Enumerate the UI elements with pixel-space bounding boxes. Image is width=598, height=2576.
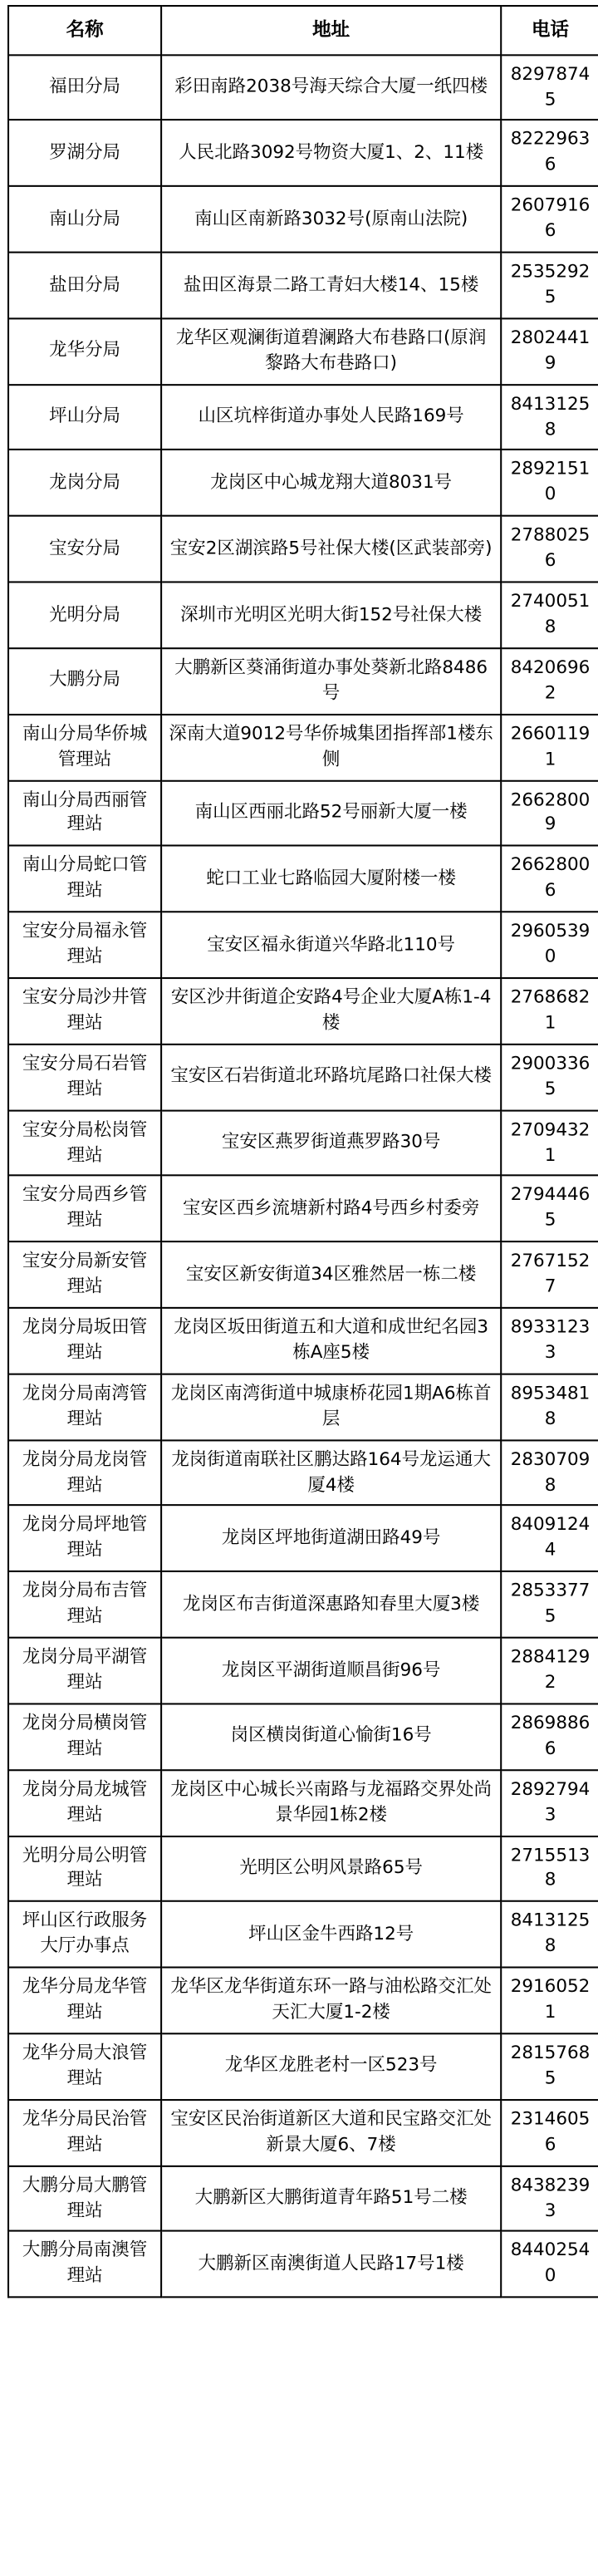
- cell-office-phone: 26601191: [501, 714, 598, 779]
- cell-office-phone: 27686821: [501, 978, 598, 1044]
- cell-office-phone: 28698866: [501, 1703, 598, 1769]
- cell-office-phone: 29160521: [501, 1968, 598, 2033]
- table-row: [8, 780, 598, 846]
- cell-office-name: 宝安分局沙井管理站: [8, 978, 161, 1044]
- table-row: [8, 912, 598, 978]
- cell-office-address: 大鹏新区葵涌街道办事处葵新北路8486号: [161, 648, 501, 714]
- cell-office-phone: 89534818: [501, 1374, 598, 1439]
- cell-office-address: 深南大道9012号华侨城集团指挥部1楼东侧: [161, 714, 501, 779]
- cell-office-phone: 28927943: [501, 1770, 598, 1836]
- table-row: [8, 1506, 598, 1571]
- table-row: [8, 978, 598, 1044]
- cell-office-name: 福田分局: [8, 55, 161, 120]
- table-row: [8, 1836, 598, 1901]
- cell-office-phone: 27155138: [501, 1836, 598, 1901]
- cell-office-address: 南山区南新路3032号(原南山法院): [161, 186, 501, 252]
- cell-office-name: 宝安分局福永管理站: [8, 912, 161, 978]
- cell-office-phone: 84402540: [501, 2231, 598, 2297]
- cell-office-address: 南山区西丽北路52号丽新大厦一楼: [161, 780, 501, 846]
- cell-office-phone: 27880256: [501, 516, 598, 582]
- cell-office-address: 彩田南路2038号海天综合大厦一纸四楼: [161, 55, 501, 120]
- table-row: [8, 1242, 598, 1308]
- cell-office-phone: 82229636: [501, 120, 598, 186]
- cell-office-address: 宝安区民治街道新区大道和民宝路交汇处新景大厦6、7楼: [161, 2100, 501, 2166]
- table-row: [8, 2100, 598, 2166]
- cell-office-address: 龙华区龙华街道东环一路与油松路交汇处天汇大厦1-2楼: [161, 1968, 501, 2033]
- cell-office-address: 宝安区石岩街道北环路坑尾路口社保大楼: [161, 1044, 501, 1109]
- cell-office-phone: 27671527: [501, 1242, 598, 1308]
- cell-office-phone: 28024419: [501, 318, 598, 384]
- table-scale-wrapper: [7, 5, 598, 2287]
- cell-office-phone: 23146056: [501, 2100, 598, 2166]
- cell-office-phone: 84131258: [501, 1901, 598, 1967]
- cell-office-phone: 89331233: [501, 1308, 598, 1374]
- table-row: [8, 120, 598, 186]
- table-row: [8, 2166, 598, 2231]
- cell-office-name: 宝安分局松岗管理站: [8, 1110, 161, 1176]
- table-row: [8, 1176, 598, 1241]
- table-row: [8, 1308, 598, 1374]
- table-row: [8, 318, 598, 384]
- cell-office-address: 龙岗区布吉街道深惠路知春里大厦3楼: [161, 1572, 501, 1638]
- cell-office-name: 南山分局西丽管理站: [8, 780, 161, 846]
- cell-office-name: 宝安分局西乡管理站: [8, 1176, 161, 1241]
- cell-office-phone: 29003365: [501, 1044, 598, 1109]
- cell-office-name: 龙华分局龙华管理站: [8, 1968, 161, 2033]
- cell-office-name: 龙岗分局平湖管理站: [8, 1638, 161, 1703]
- table-body: [8, 55, 598, 2298]
- cell-office-phone: 27094321: [501, 1110, 598, 1176]
- table-row: [8, 1968, 598, 2033]
- column-header-name: 名称: [8, 6, 161, 55]
- cell-office-phone: 84382393: [501, 2166, 598, 2231]
- cell-office-address: 宝安区燕罗街道燕罗路30号: [161, 1110, 501, 1176]
- cell-office-name: 宝安分局石岩管理站: [8, 1044, 161, 1109]
- cell-office-address: 龙岗区坂田街道五和大道和成世纪名园3栋A座5楼: [161, 1308, 501, 1374]
- table-row: [8, 2231, 598, 2297]
- cell-office-address: 深圳市光明区光明大街152号社保大楼: [161, 583, 501, 648]
- cell-office-address: 宝安区福永街道兴华路北110号: [161, 912, 501, 978]
- cell-office-address: 蛇口工业七路临园大厦附楼一楼: [161, 846, 501, 912]
- table-row: [8, 55, 598, 120]
- table-row: [8, 1703, 598, 1769]
- table-row: [8, 450, 598, 516]
- table-row: [8, 516, 598, 582]
- cell-office-address: 人民北路3092号物资大厦1、2、11楼: [161, 120, 501, 186]
- table-row: [8, 714, 598, 779]
- cell-office-name: 南山分局蛇口管理站: [8, 846, 161, 912]
- cell-office-name: 龙岗分局布吉管理站: [8, 1572, 161, 1638]
- cell-office-address: 龙岗街道南联社区鹏达路164号龙运通大厦4楼: [161, 1440, 501, 1506]
- table-row: [8, 583, 598, 648]
- table-row: [8, 648, 598, 714]
- cell-office-name: 大鹏分局大鹏管理站: [8, 2166, 161, 2231]
- cell-office-phone: 27944465: [501, 1176, 598, 1241]
- table-row: [8, 1770, 598, 1836]
- cell-office-name: 光明分局公明管理站: [8, 1836, 161, 1901]
- cell-office-address: 岗区横岗街道心愉街16号: [161, 1703, 501, 1769]
- cell-office-phone: 25352925: [501, 253, 598, 318]
- cell-office-name: 坪山分局: [8, 384, 161, 450]
- table-row: [8, 846, 598, 912]
- cell-office-name: 龙华分局民治管理站: [8, 2100, 161, 2166]
- cell-office-address: 龙岗区南湾街道中城康桥花园1期A6栋首层: [161, 1374, 501, 1439]
- cell-office-name: 龙华分局: [8, 318, 161, 384]
- cell-office-phone: 28533775: [501, 1572, 598, 1638]
- cell-office-address: 安区沙井街道企安路4号企业大厦A栋1-4楼: [161, 978, 501, 1044]
- cell-office-address: 大鹏新区大鹏街道青年路51号二楼: [161, 2166, 501, 2231]
- cell-office-phone: 28841292: [501, 1638, 598, 1703]
- cell-office-phone: 27400518: [501, 583, 598, 648]
- table-row: [8, 384, 598, 450]
- cell-office-address: 龙岗区平湖街道顺昌街96号: [161, 1638, 501, 1703]
- cell-office-phone: 28157685: [501, 2033, 598, 2099]
- cell-office-name: 龙华分局大浪管理站: [8, 2033, 161, 2099]
- cell-office-name: 罗湖分局: [8, 120, 161, 186]
- cell-office-name: 龙岗分局坪地管理站: [8, 1506, 161, 1571]
- cell-office-address: 龙华区龙胜老村一区523号: [161, 2033, 501, 2099]
- cell-office-address: 盐田区海景二路工青妇大楼14、15楼: [161, 253, 501, 318]
- cell-office-name: 龙岗分局坂田管理站: [8, 1308, 161, 1374]
- cell-office-address: 宝安2区湖滨路5号社保大楼(区武装部旁): [161, 516, 501, 582]
- table-row: [8, 253, 598, 318]
- column-header-address: 地址: [161, 6, 501, 55]
- cell-office-name: 大鹏分局: [8, 648, 161, 714]
- cell-office-address: 龙岗区中心城长兴南路与龙福路交界处尚景华园1栋2楼: [161, 1770, 501, 1836]
- cell-office-phone: 26079166: [501, 186, 598, 252]
- cell-office-name: 盐田分局: [8, 253, 161, 318]
- cell-office-phone: 26628009: [501, 780, 598, 846]
- cell-office-name: 龙岗分局横岗管理站: [8, 1703, 161, 1769]
- cell-office-address: 龙华区观澜街道碧澜路大布巷路口(原润黎路大布巷路口): [161, 318, 501, 384]
- cell-office-name: 南山分局: [8, 186, 161, 252]
- cell-office-phone: 82978745: [501, 55, 598, 120]
- cell-office-name: 南山分局华侨城管理站: [8, 714, 161, 779]
- cell-office-address: 宝安区西乡流塘新村路4号西乡村委旁: [161, 1176, 501, 1241]
- table-row: [8, 186, 598, 252]
- column-header-phone: 电话: [501, 6, 598, 55]
- cell-office-name: 大鹏分局南澳管理站: [8, 2231, 161, 2297]
- cell-office-address: 山区坑梓街道办事处人民路169号: [161, 384, 501, 450]
- cell-office-name: 龙岗分局: [8, 450, 161, 516]
- cell-office-name: 龙岗分局龙城管理站: [8, 1770, 161, 1836]
- table-row: [8, 1572, 598, 1638]
- table-row: [8, 1110, 598, 1176]
- table-row: [8, 1440, 598, 1506]
- table-scaler: [7, 5, 598, 2298]
- cell-office-phone: 28307098: [501, 1440, 598, 1506]
- cell-office-phone: 84206962: [501, 648, 598, 714]
- cell-office-name: 宝安分局: [8, 516, 161, 582]
- cell-office-phone: 84131258: [501, 384, 598, 450]
- cell-office-phone: 26628006: [501, 846, 598, 912]
- table-header: [8, 6, 598, 55]
- cell-office-name: 龙岗分局龙岗管理站: [8, 1440, 161, 1506]
- cell-office-phone: 28921510: [501, 450, 598, 516]
- cell-office-name: 坪山区行政服务大厅办事点: [8, 1901, 161, 1967]
- table-row: [8, 1901, 598, 1967]
- cell-office-name: 龙岗分局南湾管理站: [8, 1374, 161, 1439]
- cell-office-address: 坪山区金牛西路12号: [161, 1901, 501, 1967]
- table-header-row: [8, 6, 598, 55]
- table-row: [8, 2033, 598, 2099]
- cell-office-address: 宝安区新安街道34区雅然居一栋二楼: [161, 1242, 501, 1308]
- cell-office-name: 宝安分局新安管理站: [8, 1242, 161, 1308]
- cell-office-phone: 84091244: [501, 1506, 598, 1571]
- cell-office-address: 光明区公明风景路65号: [161, 1836, 501, 1901]
- cell-office-phone: 29605390: [501, 912, 598, 978]
- table-row: [8, 1374, 598, 1439]
- social-insurance-offices-table: [7, 5, 598, 2298]
- cell-office-address: 龙岗区中心城龙翔大道8031号: [161, 450, 501, 516]
- table-row: [8, 1044, 598, 1109]
- table-row: [8, 1638, 598, 1703]
- cell-office-address: 龙岗区坪地街道湖田路49号: [161, 1506, 501, 1571]
- cell-office-name: 光明分局: [8, 583, 161, 648]
- cell-office-address: 大鹏新区南澳街道人民路17号1楼: [161, 2231, 501, 2297]
